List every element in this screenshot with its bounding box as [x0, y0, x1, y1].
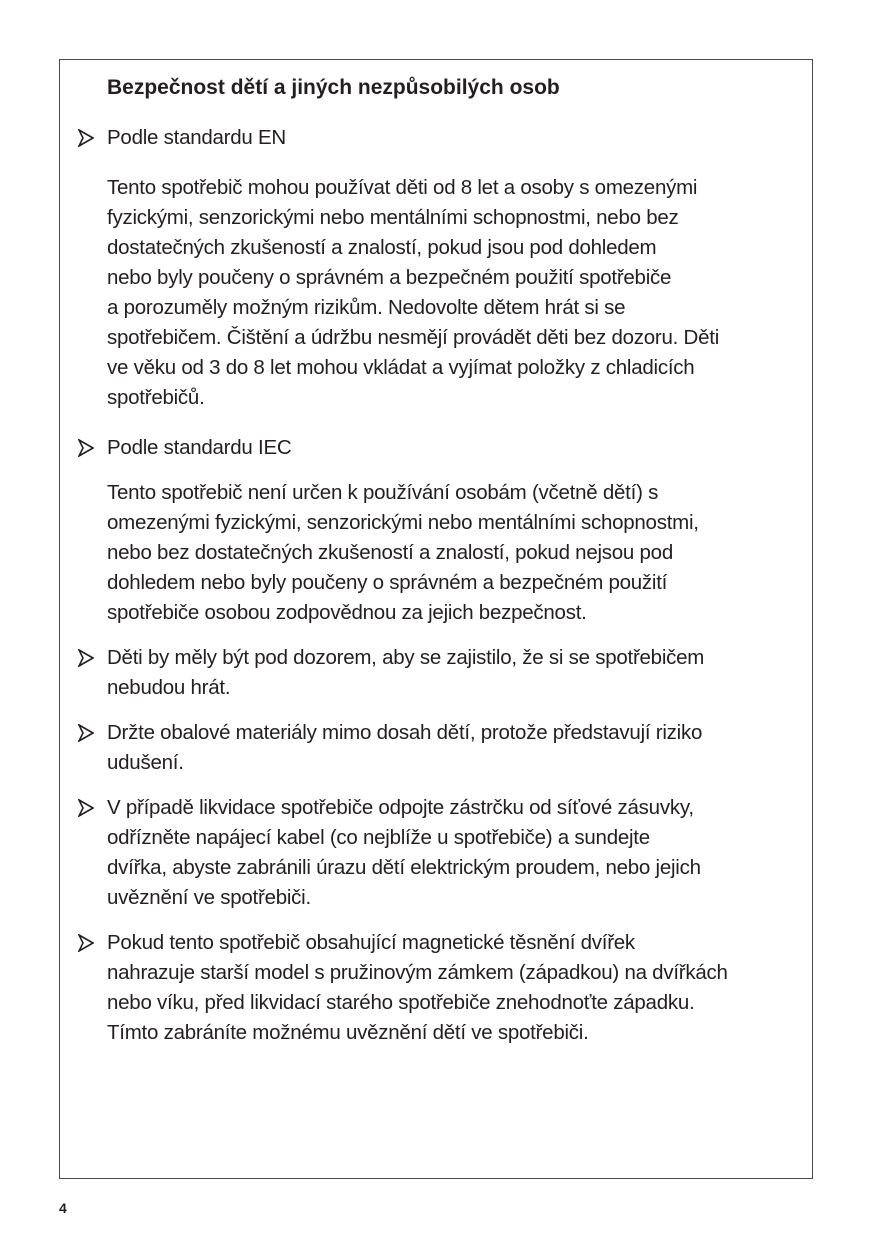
arrow-bullet-icon	[78, 439, 94, 457]
bullet-disposal: V případě likvidace spotřebiče odpojte zástrčku od síťové zásuvky, odřízněte napájecí kabel (co nejblíže u spotřebiče) a sundejte dvířka, abyste zabránili úrazu dětí elektrickým proudem, nebo jejich uvěznění ve spotřebiči.	[107, 796, 701, 909]
arrow-bullet-icon	[78, 799, 94, 817]
arrow-bullet-icon	[78, 649, 94, 667]
arrow-bullet-icon	[78, 724, 94, 742]
section-title: Bezpečnost dětí a jiných nezpůsobilých osob	[107, 76, 560, 99]
bullet-packaging: Držte obalové materiály mimo dosah dětí, protože představují riziko udušení.	[107, 721, 703, 774]
page-number: 4	[59, 1200, 67, 1216]
paragraph-en: Tento spotřebič mohou používat děti od 8 let a osoby s omezenými fyzickými, senzorickými nebo mentálními schopnostmi, nebo bez dostatečných zkušeností a znalostí, pokud jsou pod dohledem nebo byly poučeny o správném a bezpečném použití spotřebiče a porozuměly možným rizikům. Nedovolte dětem hrát si se spotřebičem. Čištění a údržbu nesmějí provádět děti bez dozoru. Děti ve věku od 3 do 8 let mohou vkládat a vyjímat položky z chladicích spotřebičů.	[107, 176, 719, 409]
paragraph-iec: Tento spotřebič není určen k používání osobám (včetně dětí) s omezenými fyzickými, senzorickými nebo mentálními schopnostmi, nebo bez dostatečných zkušeností a znalostí, pokud nejsou pod dohledem nebo byly poučeny o správném a bezpečném použití spotřebiče osobou zodpovědnou za jejich bezpečnost.	[107, 481, 699, 624]
bullet-heading-en: Podle standardu EN	[107, 126, 286, 149]
bullet-heading-iec: Podle standardu IEC	[107, 436, 292, 459]
arrow-bullet-icon	[78, 129, 94, 147]
arrow-bullet-icon	[78, 934, 94, 952]
bullet-magnetic-seal: Pokud tento spotřebič obsahující magnetické těsnění dvířek nahrazuje starší model s pružinovým zámkem (západkou) na dvířkách nebo víku, před likvidací starého spotřebiče znehodnoťte západku. Tímto zabráníte možnému uvěznění dětí ve spotřebiči.	[107, 931, 728, 1044]
bullet-supervision: Děti by měly být pod dozorem, aby se zajistilo, že si se spotřebičem nebudou hrát.	[107, 646, 705, 699]
